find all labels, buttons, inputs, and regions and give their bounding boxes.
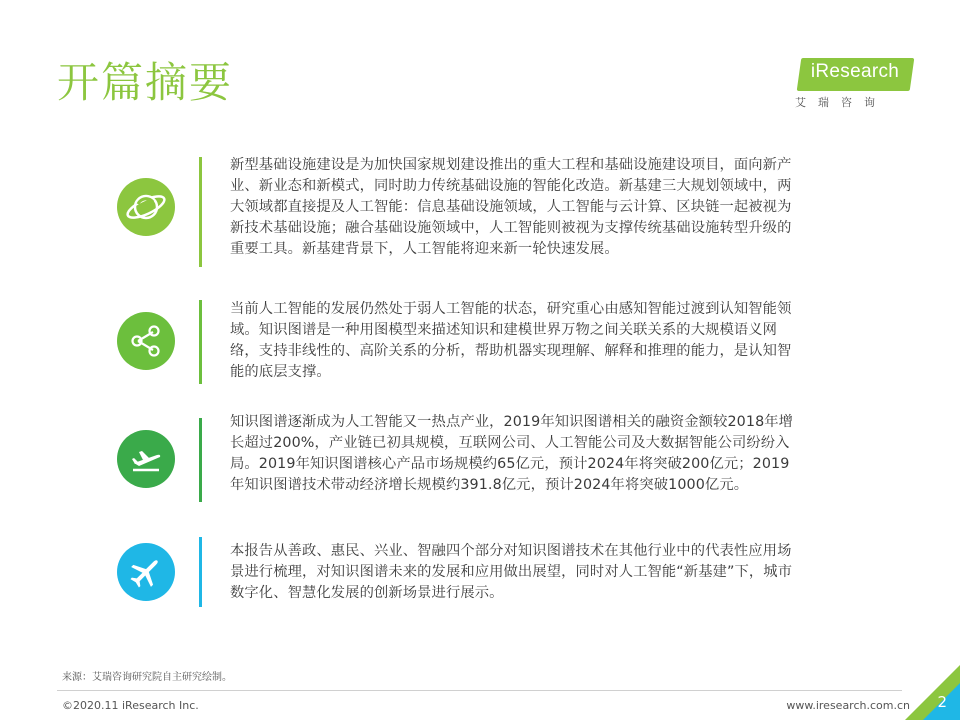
airplane-icon <box>117 543 175 601</box>
logo-subtitle: 艾瑞咨询 <box>795 96 887 109</box>
logo-text: iResearch <box>810 61 900 82</box>
source-note: 来源：艾瑞咨询研究院自主研究绘制。 <box>62 672 232 683</box>
section-divider <box>199 418 202 502</box>
copyright-text: ©2020.11 iResearch Inc. <box>62 699 199 712</box>
corner-decoration <box>905 665 960 720</box>
footer-divider <box>57 690 902 691</box>
section-text: 新型基础设施建设是为加快国家规划建设推出的重大工程和基础设施建设项目，面向新产业、新业态和新模式，同时助力传统基础设施的智能化改造。新基建三大规划领域中，两大领域都直接提及人工智能：信息基础设施领域，人工智能与云计算、区块链一起被视为新技术基础设施；融合基础设施领域中，人工智能则被视为支撑传统基础设施转型升级的重要工具。新基建背景下，人工智能将迎来新一轮快速发展。 <box>230 157 792 257</box>
section-text: 当前人工智能的发展仍然处于弱人工智能的状态，研究重心由感知智能过渡到认知智能领域。知识图谱是一种用图模型来描述知识和建模世界万物之间关联关系的大规模语义网络，支持非线性的、高阶关系的分析，帮助机器实现理解、解释和推理的能力，是认知智能的底层支撑。 <box>230 301 792 380</box>
section-text: 知识图谱逐渐成为人工智能又一热点产业，2019年知识图谱相关的融资金额较2018年增长超过200%，产业链已初具规模，互联网公司、人工智能公司及大数据智能公司纷纷入局。2019年知识图谱核心产品市场规模约65亿元，预计2024年将突破200亿元；2019年知识图谱技术带动经济增长规模约391.8亿元，预计2024年将突破1000亿元。 <box>230 414 794 493</box>
section-divider <box>199 157 202 267</box>
page-title: 开篇摘要 <box>57 58 234 107</box>
share-icon <box>117 312 175 370</box>
takeoff-icon <box>117 430 175 488</box>
section-text: 本报告从善政、惠民、兴业、智融四个部分对知识图谱技术在其他行业中的代表性应用场景进行梳理，对知识图谱未来的发展和应用做出展望，同时对人工智能“新基建”下，城市数字化、智慧化发展的创新场景进行展示。 <box>230 543 793 601</box>
iresearch-logo <box>793 52 918 112</box>
section-divider <box>199 300 202 384</box>
website-link[interactable]: www.iresearch.com.cn <box>786 699 910 712</box>
page-number: 2 <box>937 693 947 711</box>
planet-icon <box>117 178 175 236</box>
section-divider <box>199 537 202 607</box>
